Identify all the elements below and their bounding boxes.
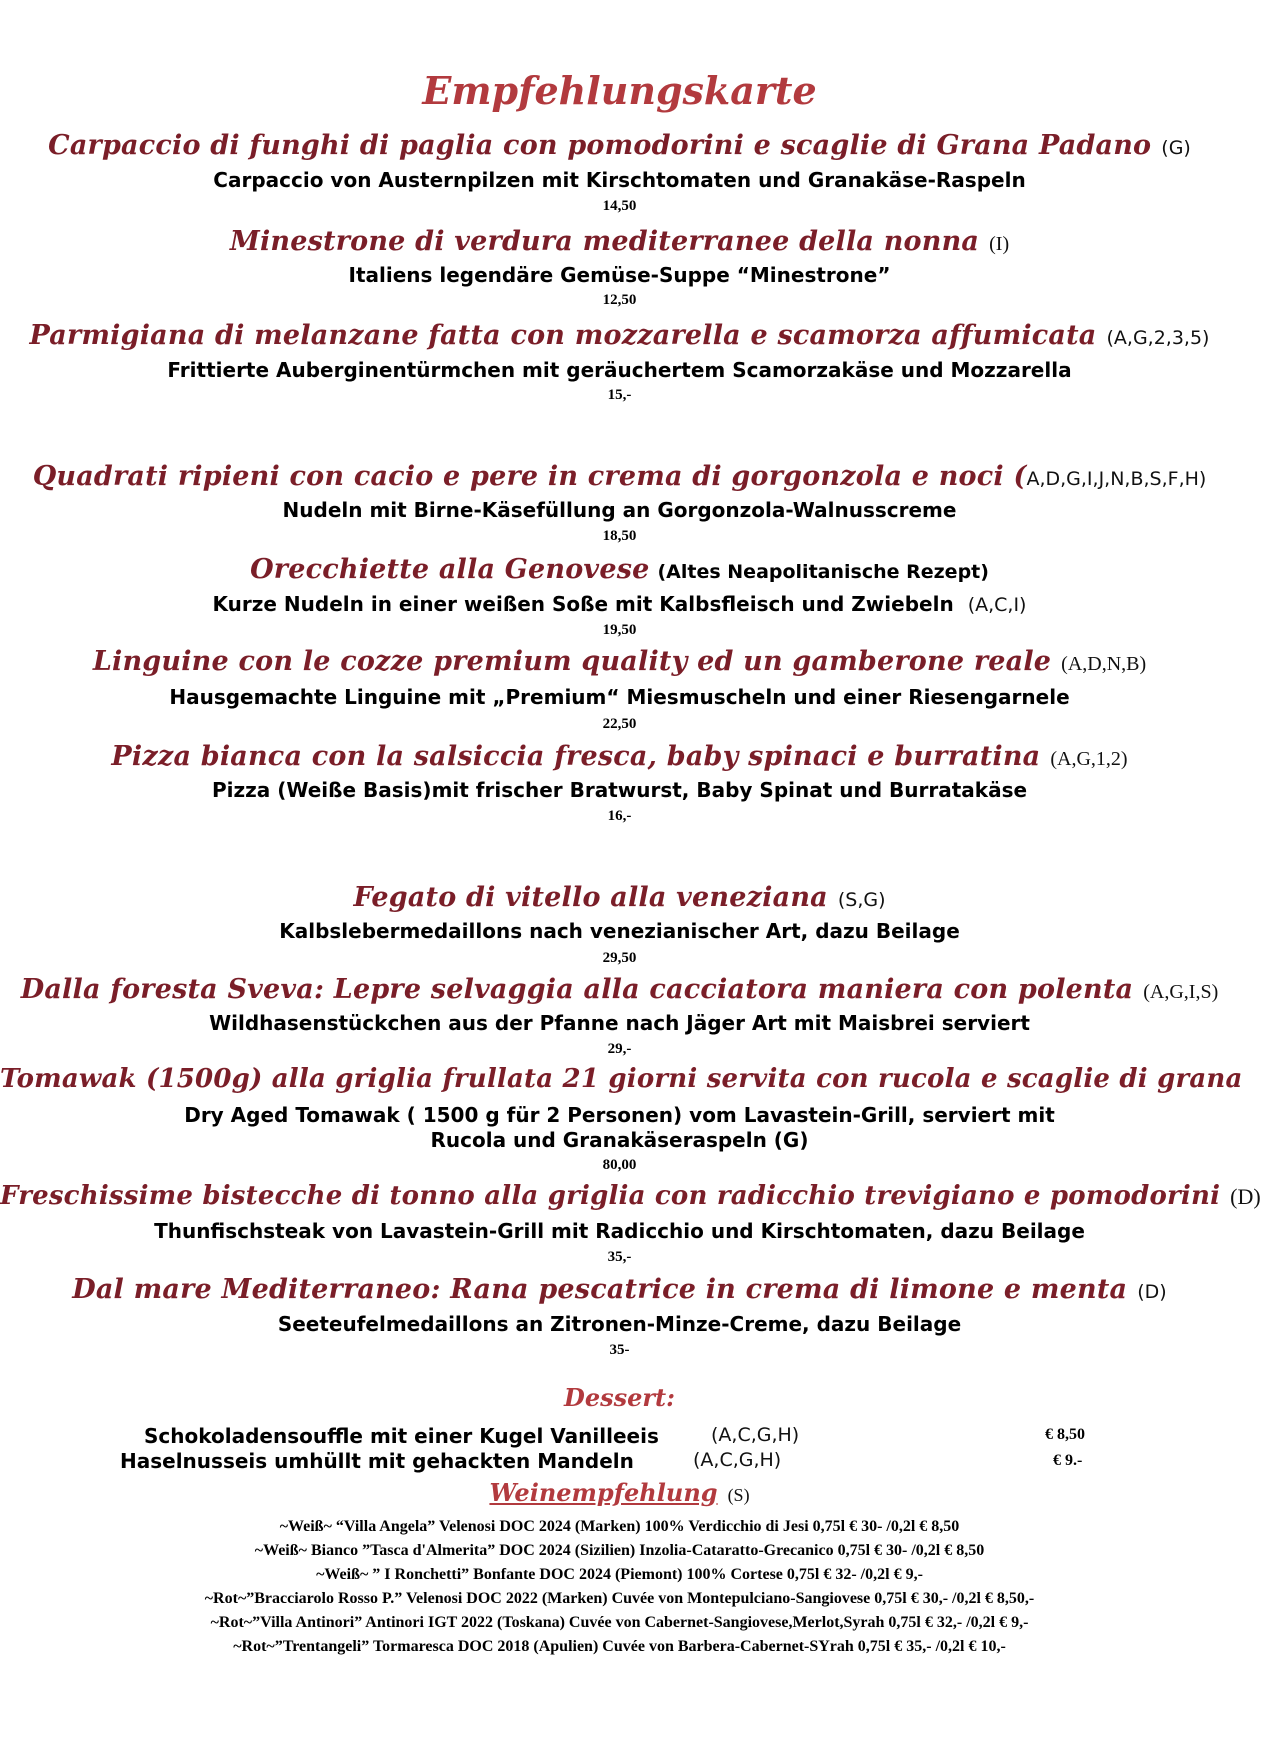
dish-italian-name [0,461,1239,492]
dish-italian-name [0,1274,1239,1305]
dish-price: 14,50 [602,198,637,214]
dessert-heading: Dessert: [564,1383,675,1412]
dish-italian-text: Tomawak (1500g) alla griglia frullata 21 giorni servita con rucola e scaglie di grana [0,1064,1243,1094]
dessert-allergens: (A,C,G,H) [693,1449,782,1471]
dessert-item [0,1424,1239,1450]
dish-german-description: Frittierte Auberginentürmchen mit geräuchertem Scamorzakäse und Mozzarella [167,358,1072,382]
dish-price: 12,50 [602,292,637,308]
wine-line: ~Rot~”Bracciarolo Rosso P.” Velenosi DOC 2022 (Marken) Cuvée von Montepulciano-Sangiovese 0,75l € 30,- /0,2l € 8,50,- [204,1590,1035,1607]
dish-italian-name [0,646,1239,677]
dish-german-description: Dry Aged Tomawak ( 1500 g für 2 Personen) vom Lavastein-Grill, serviert mit [184,1103,1055,1127]
dish-allergens: (A,G,I,S) [1143,981,1219,1003]
dish-german-description: Italiens legendäre Gemüse-Suppe “Minestrone” [348,263,891,287]
dish-allergens: (D) [1230,1184,1261,1209]
dish-italian-text: Dalla foresta Sveva: Lepre selvaggia alla cacciatora maniera con polenta [20,974,1134,1005]
dish-italian-text: Quadrati ripieni con cacio e pere in crema di gorgonzola e noci ( [32,461,1027,492]
dish-italian-name [0,554,1239,585]
dish-price: 16,- [607,808,632,824]
dish-german-description: Nudeln mit Birne-Käsefüllung an Gorgonzola-Walnusscreme [282,498,957,522]
dish-allergens: (A,C,I) [967,594,1027,616]
wine-heading: Weinempfehlung [489,1478,718,1507]
wine-line: ~Rot~”Villa Antinori” Antinori IGT 2022 (Toskana) Cuvée von Cabernet-Sangiovese,Merlot,Syrah 0,75l € 32,- /0,2l € 9,- [210,1614,1029,1631]
dish-italian-text: Dal mare Mediterraneo: Rana pescatrice in crema di limone e menta [72,1274,1128,1305]
dish-italian-name [0,974,1239,1005]
dish-allergens: A,D,G,I,J,N,B,S,F,H) [1026,468,1207,490]
dish-price: 18,50 [602,528,637,544]
dish-price: 35- [609,1342,630,1358]
dish-italian-name [0,1181,1261,1211]
dish-italian-text: Fegato di vitello alla veneziana [353,882,828,913]
dish-italian-name [0,882,1239,913]
dish-german-description: Pizza (Weiße Basis)mit frischer Bratwurst, Baby Spinat und Burratakäse [211,778,1028,802]
dish-german-description: Thunfischsteak von Lavastein-Grill mit Radicchio und Kirschtomaten, dazu Beilage [154,1219,1085,1243]
dish-italian-text: Minestrone di verdura mediterranee della nonna [229,226,980,257]
dish-italian-name [0,320,1239,351]
dish-italian-text: Pizza bianca con la salsiccia fresca, baby spinaci e burratina [111,741,1041,772]
page-title: Empfehlungskarte [422,68,817,113]
dish-german-description: Wildhasenstückchen aus der Pfanne nach Jäger Art mit Maisbrei serviert [209,1011,1030,1035]
dish-italian-text: Linguine con le cozze premium quality ed un gamberone reale [92,646,1052,677]
dish-italian-text: Freschissime bistecche di tonno alla griglia con radicchio trevigiano e pomodorini [0,1181,1221,1211]
dish-price: 19,50 [602,622,637,638]
dish-price: 35,- [607,1249,632,1265]
dessert-name: Haselnusseis umhüllt mit gehackten Mandeln [120,1449,634,1473]
dish-price: 29,- [607,1041,632,1057]
dish-italian-name [0,130,1239,161]
dessert-allergens: (A,C,G,H) [711,1424,800,1446]
dessert-item [0,1449,1239,1475]
dish-allergens: (A,G,1,2) [1050,748,1128,770]
wine-line: ~Weiß~ Bianco ”Tasca d'Almerita” DOC 2024 (Sizilien) Inzolia-Cataratto-Grecanico 0,75l € 30- /0,2l € 8,50 [254,1542,985,1559]
dish-german-description [0,592,1239,616]
dish-german-description: Carpaccio von Austernpilzen mit Kirschtomaten und Granakäse-Raspeln [213,168,1026,192]
dish-allergens: (A,D,N,B) [1061,653,1147,675]
wine-line: ~Weiß~ “Villa Angela” Velenosi DOC 2024 (Marken) 100% Verdicchio di Jesi 0,75l € 30- /0,2l € 8,50 [279,1518,960,1535]
wine-heading-row [0,1478,1239,1507]
dessert-price: € 9.- [1053,1452,1083,1469]
dish-italian-text: Orecchiette alla Genovese [250,554,650,585]
dish-price: 29,50 [602,950,637,966]
dessert-price: € 8,50 [1045,1426,1085,1443]
dish-allergens: (A,G,2,3,5) [1106,327,1210,349]
dish-note: (Altes Neapolitanische Rezept) [657,561,989,583]
dish-italian-name [0,226,1239,257]
dish-german-description-continued: Rucola und Granakäseraspeln (G) [430,1128,809,1152]
dish-italian-name [0,741,1239,772]
dish-allergens: (S,G) [837,889,886,911]
dish-price: 15,- [607,387,632,403]
dish-german-text: Kurze Nudeln in einer weißen Soße mit Kalbsfleisch und Zwiebeln [212,592,954,616]
dessert-name: Schokoladensouffle mit einer Kugel Vanilleeis [144,1424,659,1448]
dish-allergens: (I) [989,233,1010,255]
dish-allergens: (G) [1161,137,1191,159]
wine-line: ~Rot~”Trentangeli” Tormaresca DOC 2018 (Apulien) Cuvée von Barbera-Cabernet-SYrah 0,75l € 35,- /0,2l € 10,- [233,1638,1006,1655]
dish-german-description: Seeteufelmedaillons an Zitronen-Minze-Creme, dazu Beilage [277,1312,962,1336]
dish-italian-text: Carpaccio di funghi di paglia con pomodorini e scaglie di Grana Padano [48,130,1152,161]
dish-price: 22,50 [602,716,637,732]
dish-italian-text: Parmigiana di melanzane fatta con mozzarella e scamorza affumicata [29,320,1097,351]
dish-allergens: (D) [1137,1281,1167,1303]
dish-german-description: Kalbslebermedaillons nach venezianischer Art, dazu Beilage [279,919,960,943]
wine-line: ~Weiß~ ” I Ronchetti” Bonfante DOC 2024 (Piemont) 100% Cortese 0,75l € 32- /0,2l € 9,- [316,1566,923,1583]
wine-allergens: (S) [727,1485,750,1505]
dish-italian-name [0,1064,1243,1094]
dish-price: 80,00 [602,1157,637,1173]
dish-german-description: Hausgemachte Linguine mit „Premium“ Miesmuscheln und einer Riesengarnele [169,685,1070,709]
